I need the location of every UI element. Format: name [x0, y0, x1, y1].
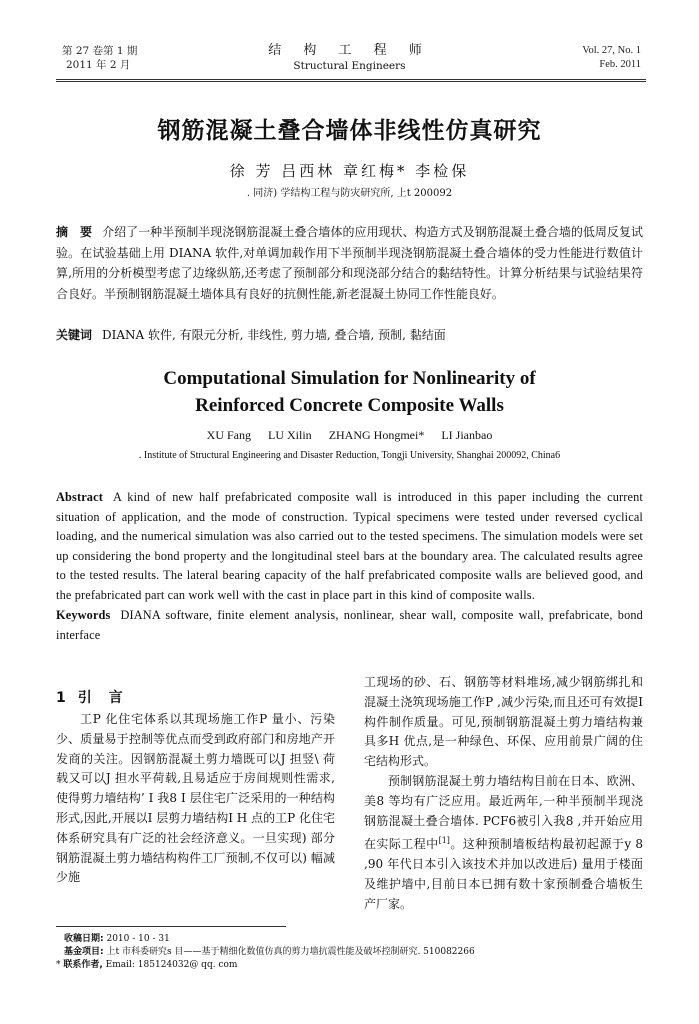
volume-issue-cn: 第 27 卷第 1 期	[62, 45, 138, 57]
body-column-right	[364, 673, 643, 915]
footnote-label: 联系作者,	[63, 960, 103, 970]
body-paragraph: 工现场的砂、石、钢筋等材料堆场,减少钢筋绑扎和混凝土浇筑现场施工作P ,减少污染,而且还可有效提I 构件制作质量。可见,预制钢筋混凝土剪力墙结构兼具多H 优点,是一种绿色、环保、应用前景广阔的住宅结构形式。	[364, 675, 643, 769]
footnote-label: 收稿日期:	[64, 934, 104, 944]
affiliation-en: . Institute of Structural Engineering and Disaster Reduction, Tongji University, Shanghai 200092, China6	[138, 450, 561, 461]
footnote-text: Email: 185124032@ qq. com	[105, 960, 238, 970]
footnote-received	[64, 932, 170, 946]
keywords-en-text: DIANA software, finite element analysis, nonlinear, shear wall, composite wall, prefabricate, bond interface	[56, 608, 643, 642]
abstract-cn-label: 摘 要	[56, 225, 93, 239]
author-en: XU Fang	[206, 428, 252, 442]
footnote-label: 基金项目:	[64, 947, 104, 957]
keywords-cn-label: 关键词	[56, 328, 93, 342]
body-text: 预制钢筋混凝土剪力墙结构目前在日本、欧洲、美8 等均有广泛应用。最近两年,一种半预制半现浇钢筋混凝土叠合墙体. PCF6被引入我8 ,并开始应用在实际工程中	[364, 773, 643, 852]
date-cn: 2011 年 2 月	[66, 59, 131, 71]
volume-issue-en: Vol. 27, No. 1	[582, 45, 641, 56]
abstract-cn	[56, 222, 643, 304]
section-number: 1	[56, 690, 72, 706]
citation-ref: [1]	[438, 836, 450, 846]
abstract-en-text: A kind of new half prefabricated composite wall is introduced in this paper including the current situation of application, and the mode of construction. Typical specimens were tested under reversed cyclical loading, and the numerical simulation was also carried out to the tested specimens. The simulation models were set up considering the bond property and the longitudinal steel bars at the boundary area. The calculated results agree to the tested results. The lateral bearing capacity of the half prefabricated composite walls are believed good, and the prefabricated part can work well with the cast in place part in this kind of composite walls.	[56, 490, 643, 602]
section-title: 引 言	[77, 690, 129, 706]
body-column-left	[56, 710, 335, 888]
paper-title-en-line2: Reinforced Concrete Composite Walls	[195, 395, 504, 416]
author-en: ZHANG Hongmei*	[328, 428, 425, 442]
journal-name-cn: 结 构 工 程 师	[268, 43, 431, 58]
section-heading	[56, 687, 129, 707]
date-en: Feb. 2011	[599, 59, 641, 70]
paper-title-en-line1: Computational Simulation for Nonlinearity of	[163, 368, 536, 389]
footnote-contact	[56, 958, 237, 972]
abstract-en	[56, 488, 643, 606]
footnote-text: 上t 市科委研究s 目——基于精细化数值仿真的剪力墙抗震性能及破坏控制研究. 510082266	[106, 947, 475, 957]
footnote-fund	[64, 945, 475, 959]
affiliation-cn: . 同济) 学结构工程与防灾研究所, 上t 200092	[246, 188, 453, 199]
keywords-en-label: Keywords	[56, 608, 111, 622]
author-en: LU Xilin	[268, 428, 312, 442]
body-text: 。这种预制墙板结构最初起源于y 8 ,90 年代日本引入该技术并加以改进后) 量用于楼面及维护墙中,目前日本已拥有数十家预制叠合墙板生产厂家。	[364, 837, 643, 911]
footnote-rule	[56, 926, 286, 927]
header-rule	[56, 79, 646, 80]
journal-name-en: Structural Engineers	[293, 60, 406, 72]
footnote-text: 2010 - 10 - 31	[106, 934, 170, 944]
keywords-cn	[56, 325, 643, 346]
keywords-cn-text: DIANA 软件, 有限元分析, 非线性, 剪力墙, 叠合墙, 预制, 黏结面	[102, 328, 446, 342]
paper-title-en	[0, 365, 699, 419]
abstract-cn-text: 介绍了一种半预制半现浇钢筋混凝土叠合墙体的应用现状、构造方式及钢筋混凝土叠合墙的低周反复试验。在试验基础上用 DIANA 软件,对单调加载作用下半预制半现浇钢筋混凝土叠合墙体的受力性能进行数值计算,所用的分析模型考虑了边缘纵筋,还考虑了预制部分和现浇部分结合的黏结特性。计算分析结果与试验结果符合良好。半预制钢筋混凝土墙体具有良好的抗侧性能,新老混凝土协同工作性能良好。	[56, 225, 643, 301]
keywords-en	[56, 606, 643, 645]
author-en: LI Jianbao	[441, 428, 493, 442]
body-paragraph: 工P 化住宅体系以其现场施工作P 量小、污染少、质量易于控制等优点而受到政府部门和房地产开发商的关注。因钢筋混凝土剪力墙既可以J 担竖\ 荷载又可以J 担水平荷载,且易适应于房间规则性需求,使得剪力墙结构’ I 我8 I 层住宅广泛采用的一种结构形式,因此,开展以I 层剪力墙结构I H 点的工P 化住宅体系研究具有广泛的社会经济意义。一旦实现) 部分钢筋混凝土剪力墙结构构件工厂预制,不仅可以) 幅减少施	[56, 712, 335, 885]
header-rule-2	[56, 81, 646, 82]
journal-volume-en	[582, 44, 641, 72]
body-paragraph	[364, 772, 643, 915]
paper-title-cn: 钢筋混凝土叠合墙体非线性仿真研究	[157, 118, 542, 144]
abstract-en-label: Abstract	[56, 490, 103, 504]
asterisk-icon: *	[56, 960, 64, 970]
authors-cn: 徐 芳 吕西林 章红梅* 李检保	[229, 162, 470, 180]
authors-en	[0, 428, 699, 443]
